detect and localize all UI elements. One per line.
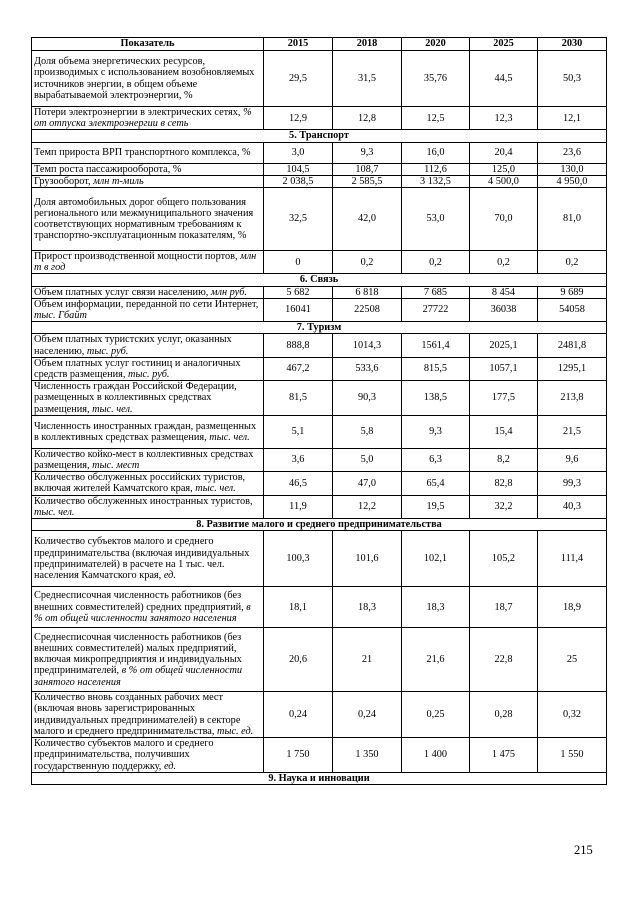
indicator-unit: тыс. чел. (195, 483, 236, 495)
table-row (32, 142, 607, 163)
value-cell-2018: 108,7 (333, 163, 402, 175)
value-cell-2018: 0,2 (333, 251, 402, 274)
value-cell-2020: 19,5 (402, 495, 470, 518)
value-cell-2030: 4 950,0 (538, 175, 607, 187)
indicator-unit: ед. (163, 760, 177, 772)
indicator-label: Доля автомобильных дорог общего пользования регионального или межмуниципального значения соответствующих нормативным требованиям к транспортно-эксплуатационным показателям, % (34, 196, 254, 242)
indicator-cell (32, 628, 264, 692)
value-cell-2025: 0,28 (470, 692, 538, 738)
value-cell-2018: 5,8 (333, 415, 402, 448)
value-cell-2030: 12,1 (538, 107, 607, 130)
value-cell-2030: 2481,8 (538, 334, 607, 357)
table-row (32, 448, 607, 471)
value-cell-2020: 18,3 (402, 587, 470, 628)
value-cell-2030: 0,32 (538, 692, 607, 738)
indicator-label: Темп прироста ВРП транспортного комплекса, % (34, 147, 251, 158)
table-row (32, 163, 607, 175)
indicator-label: Количество обслуженных российских туристов, включая жителей Камчатского края, (34, 472, 246, 495)
indicator-cell (32, 738, 264, 773)
indicator-cell (32, 531, 264, 587)
header-year-2020: 2020 (402, 38, 470, 51)
indicator-unit: тыс. мест (92, 460, 140, 472)
value-cell-2015: 888,8 (264, 334, 333, 357)
header-indicator: Показатель (32, 38, 264, 51)
section-title: 8. Развитие малого и среднего предпринимательства (32, 519, 607, 531)
table-row (32, 357, 607, 380)
value-cell-2015: 0 (264, 251, 333, 274)
value-cell-2025: 82,8 (470, 472, 538, 495)
value-cell-2020: 65,4 (402, 472, 470, 495)
indicator-unit: в % от общей численности занятого населения (34, 601, 251, 624)
value-cell-2025: 8 454 (470, 286, 538, 298)
indicator-cell (32, 163, 264, 175)
value-cell-2018: 12,2 (333, 495, 402, 518)
section-row (32, 274, 607, 286)
value-cell-2018: 42,0 (333, 188, 402, 251)
value-cell-2015: 12,9 (264, 107, 333, 130)
value-cell-2030: 1 550 (538, 738, 607, 773)
table-row (32, 175, 607, 187)
table-row (32, 692, 607, 738)
value-cell-2018: 533,6 (333, 357, 402, 380)
value-cell-2020: 21,6 (402, 628, 470, 692)
value-cell-2018: 47,0 (333, 472, 402, 495)
indicator-label: Объем платных туристских услуг, оказанных населению, (34, 334, 232, 357)
value-cell-2020: 0,2 (402, 251, 470, 274)
value-cell-2020: 53,0 (402, 188, 470, 251)
header-year-2015: 2015 (264, 38, 333, 51)
section-title: 9. Наука и инновации (32, 773, 607, 785)
indicator-cell (32, 495, 264, 518)
indicator-label: Количество субъектов малого и среднего предпринимательства (включая индивидуальных предпринимателей) в расчете на 1 тыс. чел. населения Камчатского края, (34, 536, 250, 581)
value-cell-2018: 5,0 (333, 448, 402, 471)
value-cell-2030: 54058 (538, 298, 607, 321)
table-row (32, 251, 607, 274)
value-cell-2018: 12,8 (333, 107, 402, 130)
indicators-table (31, 37, 607, 785)
value-cell-2030: 9 689 (538, 286, 607, 298)
value-cell-2030: 50,3 (538, 51, 607, 107)
table-row (32, 531, 607, 587)
value-cell-2015: 20,6 (264, 628, 333, 692)
value-cell-2020: 12,5 (402, 107, 470, 130)
value-cell-2020: 16,0 (402, 142, 470, 163)
value-cell-2025: 105,2 (470, 531, 538, 587)
value-cell-2018: 18,3 (333, 587, 402, 628)
section-row (32, 322, 607, 334)
table-row (32, 472, 607, 495)
value-cell-2025: 125,0 (470, 163, 538, 175)
value-cell-2020: 138,5 (402, 381, 470, 416)
header-year-2030: 2030 (538, 38, 607, 51)
indicator-cell (32, 381, 264, 416)
value-cell-2020: 7 685 (402, 286, 470, 298)
value-cell-2030: 23,6 (538, 142, 607, 163)
value-cell-2015: 5,1 (264, 415, 333, 448)
table-row (32, 334, 607, 357)
indicator-cell (32, 188, 264, 251)
indicator-unit: млн руб. (210, 286, 248, 298)
indicator-cell (32, 51, 264, 107)
indicator-cell (32, 587, 264, 628)
indicator-unit: тыс. чел. (209, 431, 250, 443)
indicator-unit: тыс. руб. (86, 345, 129, 357)
value-cell-2015: 104,5 (264, 163, 333, 175)
indicator-cell (32, 334, 264, 357)
indicator-label: Количество вновь созданных рабочих мест (включая вновь зарегистрированных индивидуальных предпринимателей) в секторе малого и среднего предпринимательства, (34, 692, 241, 737)
table-row (32, 51, 607, 107)
value-cell-2018: 2 585,5 (333, 175, 402, 187)
section-title: 5. Транспорт (32, 130, 607, 142)
table-row (32, 628, 607, 692)
value-cell-2025: 70,0 (470, 188, 538, 251)
table-row (32, 415, 607, 448)
value-cell-2030: 25 (538, 628, 607, 692)
indicator-label: Грузооборот, (34, 175, 91, 187)
value-cell-2015: 29,5 (264, 51, 333, 107)
value-cell-2020: 815,5 (402, 357, 470, 380)
value-cell-2015: 46,5 (264, 472, 333, 495)
indicator-unit: тыс. чел. (92, 403, 133, 415)
indicator-unit: в % от общей численности занятого населения (34, 665, 243, 688)
value-cell-2020: 1 400 (402, 738, 470, 773)
value-cell-2020: 3 132,5 (402, 175, 470, 187)
section-title: 7. Туризм (32, 322, 607, 334)
value-cell-2015: 16041 (264, 298, 333, 321)
value-cell-2025: 36038 (470, 298, 538, 321)
value-cell-2018: 9,3 (333, 142, 402, 163)
value-cell-2015: 81,5 (264, 381, 333, 416)
indicator-unit: ед. (163, 569, 176, 581)
value-cell-2025: 44,5 (470, 51, 538, 107)
value-cell-2025: 20,4 (470, 142, 538, 163)
indicator-label: Количество койко-мест в коллективных средствах размещения, (34, 448, 254, 472)
value-cell-2030: 40,3 (538, 495, 607, 518)
value-cell-2030: 0,2 (538, 251, 607, 274)
value-cell-2015: 3,6 (264, 448, 333, 471)
value-cell-2015: 1 750 (264, 738, 333, 773)
value-cell-2015: 100,3 (264, 531, 333, 587)
indicator-label: Объем информации, переданной по сети Интернет, (34, 298, 259, 310)
value-cell-2018: 101,6 (333, 531, 402, 587)
value-cell-2020: 6,3 (402, 448, 470, 471)
indicator-unit: % от отпуска электроэнергии в сеть (34, 107, 252, 130)
value-cell-2030: 111,4 (538, 531, 607, 587)
value-cell-2018: 31,5 (333, 51, 402, 107)
value-cell-2020: 27722 (402, 298, 470, 321)
value-cell-2025: 12,3 (470, 107, 538, 130)
table-row (32, 381, 607, 416)
indicator-cell (32, 142, 264, 163)
value-cell-2018: 1 350 (333, 738, 402, 773)
value-cell-2025: 4 500,0 (470, 175, 538, 187)
table-row (32, 738, 607, 773)
indicator-label: Темп роста пассажирооборота, % (34, 163, 182, 175)
indicator-label: Объем платных услуг связи населению, (34, 286, 209, 298)
value-cell-2030: 99,3 (538, 472, 607, 495)
indicator-cell (32, 692, 264, 738)
value-cell-2025: 8,2 (470, 448, 538, 471)
indicator-label: Прирост производственной мощности портов, (34, 251, 238, 263)
section-row (32, 773, 607, 785)
indicator-cell (32, 415, 264, 448)
value-cell-2030: 9,6 (538, 448, 607, 471)
page-number: 215 (574, 843, 593, 857)
table-row (32, 495, 607, 518)
value-cell-2018: 90,3 (333, 381, 402, 416)
indicator-label: Среднесписочная численность работников (без внешних совместителей) малых предприятий, включая микропредприятия и индивидуальных предпринимателей, (34, 631, 242, 677)
indicator-unit: тыс. чел. (34, 506, 75, 518)
indicator-unit: тыс. Гбайт (34, 310, 87, 322)
value-cell-2020: 0,25 (402, 692, 470, 738)
value-cell-2015: 11,9 (264, 495, 333, 518)
value-cell-2018: 1014,3 (333, 334, 402, 357)
value-cell-2018: 21 (333, 628, 402, 692)
indicator-label: Потери электроэнергии в электрических сетях, (34, 107, 241, 118)
indicator-cell (32, 298, 264, 321)
indicator-cell (32, 286, 264, 298)
table-row (32, 298, 607, 321)
value-cell-2015: 5 682 (264, 286, 333, 298)
indicator-cell (32, 357, 264, 380)
value-cell-2015: 18,1 (264, 587, 333, 628)
value-cell-2025: 22,8 (470, 628, 538, 692)
value-cell-2020: 112,6 (402, 163, 470, 175)
indicator-cell (32, 251, 264, 274)
indicator-label: Количество обслуженных иностранных туристов, (34, 495, 253, 507)
value-cell-2015: 2 038,5 (264, 175, 333, 187)
indicator-label: Количество субъектов малого и среднего предпринимательства, получивших государственную поддержку, (34, 738, 214, 772)
value-cell-2025: 1 475 (470, 738, 538, 773)
value-cell-2030: 81,0 (538, 188, 607, 251)
value-cell-2025: 18,7 (470, 587, 538, 628)
value-cell-2030: 18,9 (538, 587, 607, 628)
value-cell-2015: 467,2 (264, 357, 333, 380)
indicator-unit: млн т в год (34, 251, 257, 274)
section-title: 6. Связь (32, 274, 607, 286)
value-cell-2030: 130,0 (538, 163, 607, 175)
indicator-label: Среднесписочная численность работников (без внешних совместителей) средних предприятий, (34, 590, 244, 613)
indicator-unit: тыс. ед. (217, 725, 254, 737)
value-cell-2025: 177,5 (470, 381, 538, 416)
value-cell-2018: 22508 (333, 298, 402, 321)
value-cell-2020: 102,1 (402, 531, 470, 587)
value-cell-2015: 3,0 (264, 142, 333, 163)
value-cell-2018: 6 818 (333, 286, 402, 298)
value-cell-2015: 0,24 (264, 692, 333, 738)
indicator-cell (32, 472, 264, 495)
table-row (32, 107, 607, 130)
value-cell-2025: 0,2 (470, 251, 538, 274)
header-year-2018: 2018 (333, 38, 402, 51)
table-row (32, 587, 607, 628)
section-row (32, 130, 607, 142)
indicator-unit: тыс. руб. (128, 369, 170, 381)
indicator-unit: млн т-миль (93, 175, 144, 187)
value-cell-2025: 32,2 (470, 495, 538, 518)
table-row (32, 286, 607, 298)
table-row (32, 188, 607, 251)
value-cell-2020: 35,76 (402, 51, 470, 107)
indicator-cell (32, 448, 264, 471)
table-header-row (32, 38, 607, 51)
indicator-cell (32, 107, 264, 130)
value-cell-2020: 9,3 (402, 415, 470, 448)
value-cell-2025: 2025,1 (470, 334, 538, 357)
value-cell-2025: 1057,1 (470, 357, 538, 380)
value-cell-2015: 32,5 (264, 188, 333, 251)
indicator-label: Объем платных услуг гостиниц и аналогичных средств размещения, (34, 357, 241, 381)
section-row (32, 519, 607, 531)
value-cell-2030: 1295,1 (538, 357, 607, 380)
indicator-label: Численность граждан Российской Федерации, размещенных в коллективных средствах размещения, (34, 381, 237, 415)
value-cell-2030: 21,5 (538, 415, 607, 448)
value-cell-2030: 213,8 (538, 381, 607, 416)
indicator-label: Численность иностранных граждан, размещенных в коллективных средствах размещения, (34, 420, 257, 443)
table-body (32, 51, 607, 785)
indicator-cell (32, 175, 264, 187)
value-cell-2018: 0,24 (333, 692, 402, 738)
indicator-label: Доля объема энергетических ресурсов, производимых с использованием возобновляемых источников энергии, в общем объеме вырабатываемой электроэнергии, % (34, 56, 255, 101)
value-cell-2025: 15,4 (470, 415, 538, 448)
header-year-2025: 2025 (470, 38, 538, 51)
value-cell-2020: 1561,4 (402, 334, 470, 357)
